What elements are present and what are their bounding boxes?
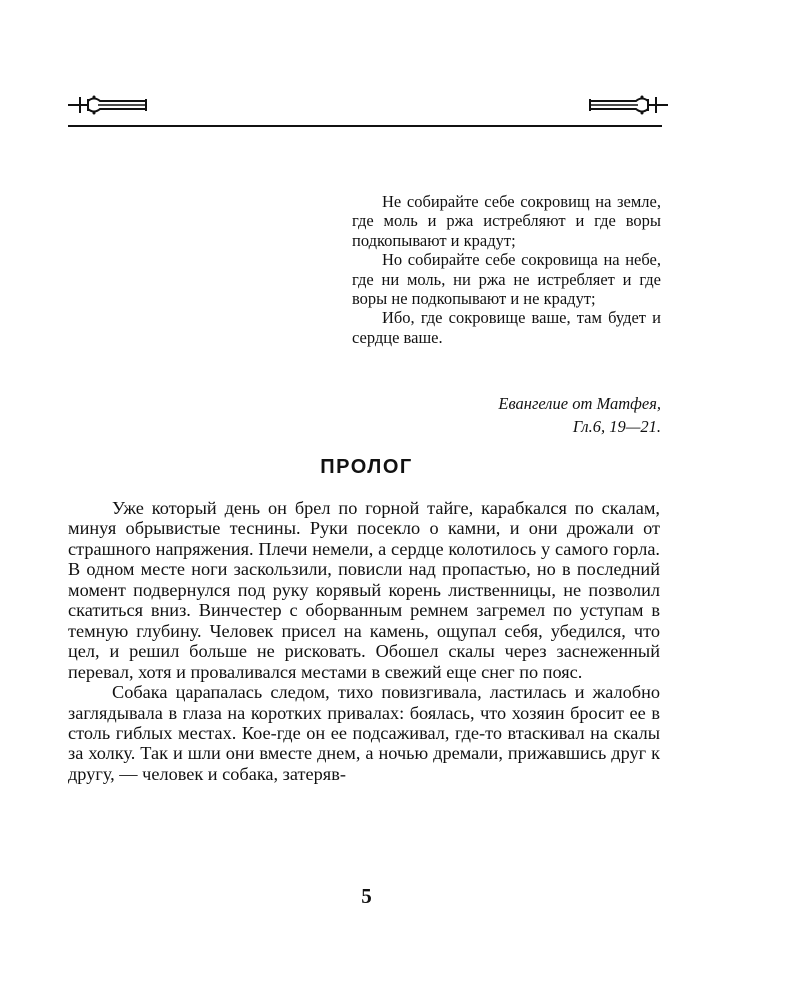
page-number: 5 <box>361 884 372 908</box>
epigraph-verse: Ибо, где сокровище ваше, там будет и сердце ваше. <box>352 308 661 347</box>
chapter-title: ПРОЛОГ <box>320 456 413 478</box>
header-ornament-right-icon <box>582 92 668 118</box>
header-ornament-left-icon <box>68 92 154 118</box>
epigraph-source: Евангелие от Матфея, <box>498 394 661 413</box>
epigraph-reference: Гл.6, 19—21. <box>572 417 661 436</box>
epigraph-attribution <box>498 392 661 438</box>
epigraph <box>352 192 661 347</box>
body-paragraph: Уже который день он брел по горной тайге, карабкался по скалам, минуя обрывистые теснины. Руки посекло о камни, и они дрожали от страшного напряжения. Плечи немели, а сердце колотилось у самого горла. В одном месте ноги заскользили, повисли над пропастью, но в последний момент подвернулся под руку корявый корень лиственницы, не позволил скатиться вниз. Винчестер с оборванным ремнем загремел по уступам в темную глубину. Человек присел на камень, ощупал себя, убедился, что цел, и решил больше не рисковать. Обошел скалы через заснеженный перевал, хотя и проваливался местами в свежий еще снег по пояс. <box>68 498 660 682</box>
epigraph-verse: Не собирайте себе сокровищ на земле, где моль и ржа истребляют и где воры подкопывают и крадут; <box>352 192 661 250</box>
header-rule <box>68 125 662 127</box>
body-text <box>68 498 660 784</box>
epigraph-verse: Но собирайте себе сокровища на небе, где ни моль, ни ржа не истребляет и где воры не подкопывают и не крадут; <box>352 250 661 309</box>
body-paragraph: Собака царапалась следом, тихо повизгивала, ластилась и жалобно заглядывала в глаза на коротких привалах: боялась, что хозяин бросит ее в столь гиблых местах. Кое-где он ее подсаживал, где-то втаскивал на скалы за холку. Так и шли они вместе днем, а ночью дремали, прижавшись друг к другу, — человек и собака, затеряв- <box>68 682 660 784</box>
